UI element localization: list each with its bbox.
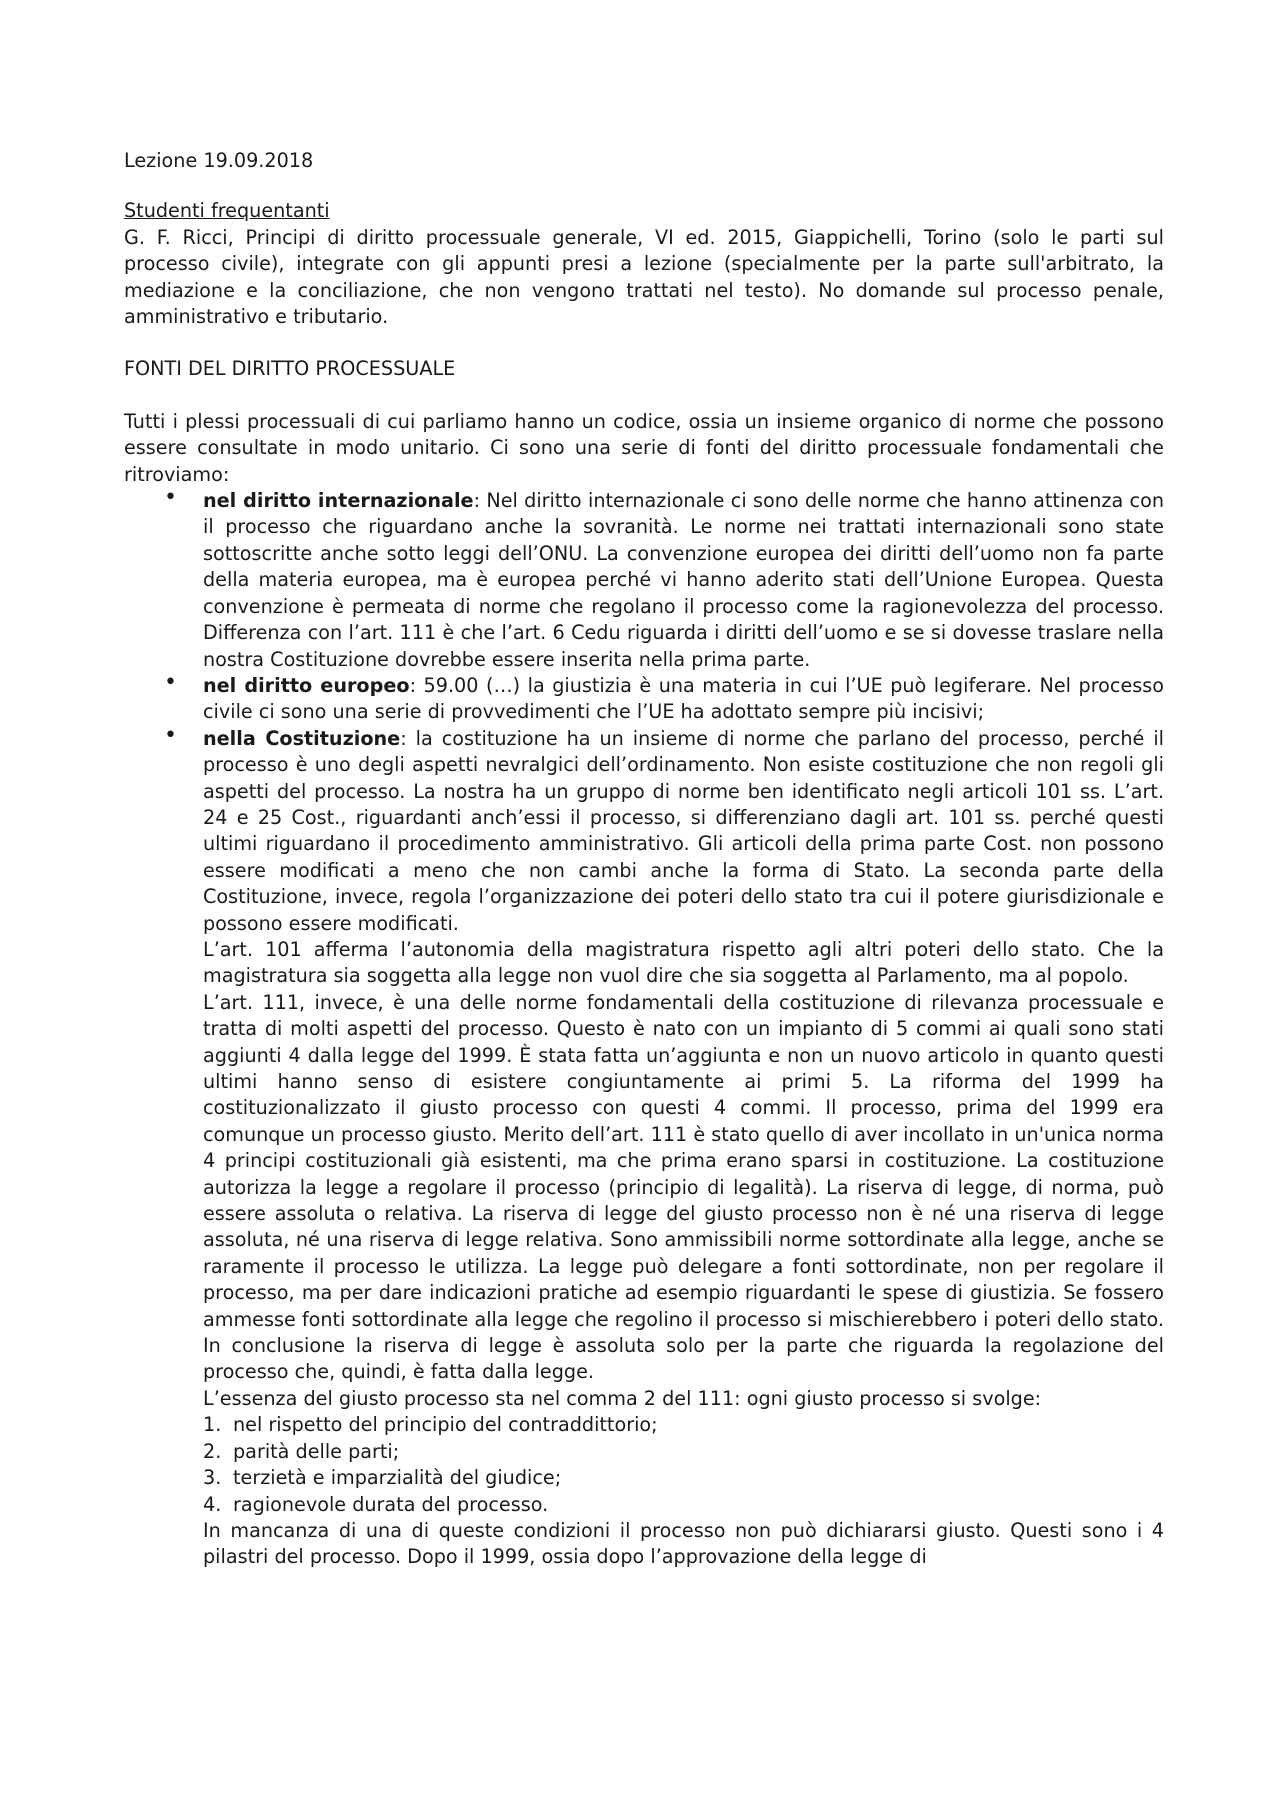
constitution-details: [124, 937, 1164, 1412]
list-item: [203, 1412, 1164, 1438]
list-text: nel rispetto del principio del contraddittorio;: [233, 1413, 658, 1437]
source-label: nel diritto europeo: [203, 673, 410, 697]
section-heading: FONTI DEL DIRITTO PROCESSUALE: [124, 357, 456, 381]
lesson-date: Lezione 19.09.2018: [124, 149, 314, 172]
source-label: nel diritto internazionale: [203, 489, 474, 513]
source-item-constitution: [124, 726, 1164, 937]
source-text: : la costituzione ha un insieme di norme che parlano del processo, perché il processo è uno degli aspetti nevralgici dell’ordinamento. Non esiste costituzione che non regoli gli aspetti del processo. La nostra ha un gruppo di norme ben identificato negli articoli 101 ss. L’art. 24 e 25 Cost., riguardanti anch’essi il processo, si differenziano dagli art. 101 ss. perché questi ultimi riguardano il procedimento amministrativo. Gli articoli della prima parte Cost. non possono essere modificati a meno che non cambi anche la forma di Stato. La seconda parte della Costituzione, invece, regola l’organizzazione dei poteri dello stato tra cui il potere giurisdizionale e possono essere modificati.: [203, 726, 1164, 935]
students-heading: Studenti frequentanti: [124, 199, 330, 223]
pillars-list: [124, 1412, 1164, 1518]
list-item: [203, 1439, 1164, 1465]
sources-list: [124, 488, 1164, 937]
list-text: parità delle parti;: [233, 1439, 400, 1463]
art-111-paragraph: L’art. 111, invece, è una delle norme fondamentali della costituzione di rilevanza processuale e tratta di molti aspetti del processo. Questo è nato con un impianto di 5 commi ai quali sono stati aggiunti 4 dalla legge del 1999. È stata fatta un’aggiunta e non un nuovo articolo in quanto questi ultimi hanno senso di esistere congiuntamente ai primi 5. La riforma del 1999 ha costituzionalizzato il giusto processo con questi 4 commi. Il processo, prima del 1999 era comunque un processo giusto. Merito dell’art. 111 è stato quello di aver incollato in un'unica norma 4 principi costituzionali già esistenti, ma che prima erano sparsi in costituzione. La costituzione autorizza la legge a regolare il processo (principio di legalità). La riserva di legge, di norma, può essere assoluta o relativa. La riserva di legge del giusto processo non è né una riserva di legge assoluta, né una riserva di legge relativa. Sono ammissibili norme sottordinate alla legge, anche se raramente il processo le utilizza. La legge può delegare a fonti sottordinate, non per regolare il processo, ma per dare indicazioni pratiche ad esempio riguardanti le spese di giustizia. Se fossero ammesse fonti sottordinate alla legge che regolino il processo si mischierebbero i poteri dello stato. In conclusione la riserva di legge è assoluta solo per la parte che riguarda la regolazione del processo che, quindi, è fatta dalla legge.: [203, 990, 1164, 1384]
list-number: 1.: [203, 1413, 222, 1437]
document-body: [124, 148, 1164, 1571]
source-label: nella Costituzione: [203, 726, 401, 750]
art-101-paragraph: L’art. 101 afferma l’autonomia della magistratura rispetto agli altri poteri dello stato. Che la magistratura sia soggetta alla legge non vuol dire che sia soggetta al Parlamento, ma al popolo.: [203, 937, 1164, 988]
closing-paragraph: In mancanza di una di queste condizioni il processo non può dichiararsi giusto. Questi sono i 4 pilastri del processo. Dopo il 1999, ossia dopo l’approvazione della legge di: [203, 1518, 1164, 1569]
list-item: [203, 1492, 1164, 1518]
list-text: ragionevole durata del processo.: [233, 1492, 549, 1516]
source-text: : Nel diritto internazionale ci sono delle norme che hanno attinenza con il processo che riguardano anche la sovranità. Le norme nei trattati internazionali sono state sottoscritte anche sotto leggi dell’ONU. La convenzione europea dei diritti dell’uomo non fa parte della materia europea, ma è europea perché vi hanno aderito stati dell’Unione Europea. Questa convenzione è permeata di norme che regolano il processo come la ragionevolezza del processo. Differenza con l’art. 111 è che l’art. 6 Cedu riguarda i diritti dell’uomo e se si dovesse traslare nella nostra Costituzione dovrebbe essere inserita nella prima parte.: [203, 489, 1165, 671]
source-text: : 59.00 (…) la giustizia è una materia in cui l’UE può legiferare. Nel processo civile ci sono una serie di provvedimenti che l’UE ha adottato sempre più incisivi;: [203, 673, 1164, 724]
students-reference-text: G. F. Ricci, Principi di diritto processuale generale, VI ed. 2015, Giappichelli, Torino (solo le parti sul processo civile), integrate con gli appunti presi a lezione (specialmente per la parte sull'arbitrato, la mediazione e la conciliazione, che non vengono trattati nel testo). No domande sul processo penale, amministrativo e tributario.: [124, 225, 1164, 329]
source-paragraph: [203, 726, 1164, 937]
closing-block: [124, 1518, 1164, 1571]
sources-intro: Tutti i plessi processuali di cui parliamo hanno un codice, ossia un insieme organico di norme che possono essere consultate in modo unitario. Ci sono una serie di fonti del diritto processuale fondamentali che ritroviamo:: [124, 409, 1164, 486]
source-paragraph: [203, 673, 1164, 726]
source-item-european: [124, 673, 1164, 726]
essence-paragraph: L’essenza del giusto processo sta nel comma 2 del 111: ogni giusto processo si svolge:: [203, 1386, 1042, 1410]
list-number: 2.: [203, 1439, 222, 1463]
source-item-international: [124, 488, 1164, 673]
list-number: 4.: [203, 1492, 222, 1516]
list-text: terzietà e imparzialità del giudice;: [233, 1466, 562, 1490]
list-item: [203, 1465, 1164, 1491]
list-number: 3.: [203, 1466, 222, 1490]
source-paragraph: [203, 488, 1164, 673]
